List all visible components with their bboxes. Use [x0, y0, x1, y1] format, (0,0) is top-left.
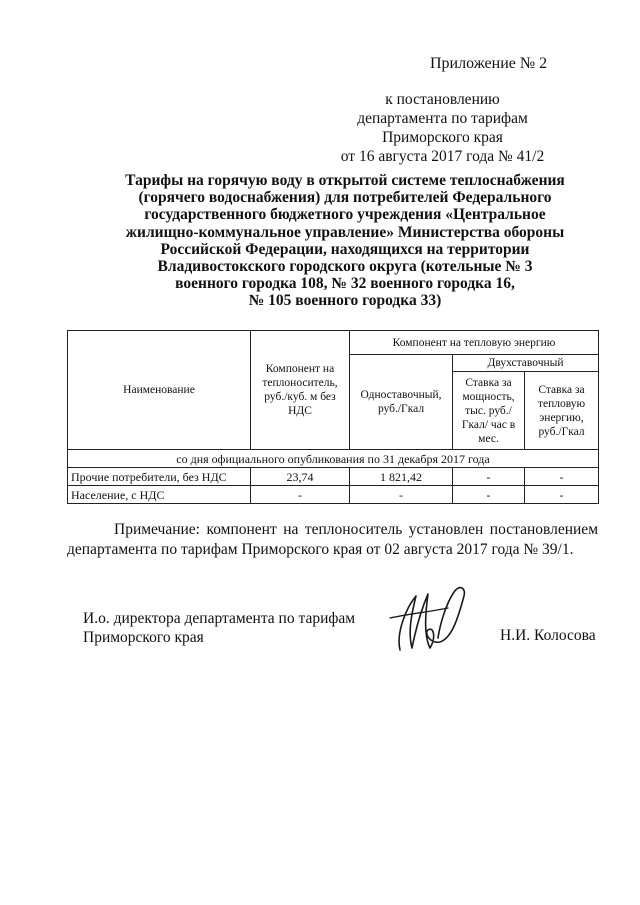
header-energy-rate: Ставка за тепловую энергию, руб./Гкал	[525, 372, 599, 450]
ref-line: департамента по тарифам	[357, 110, 528, 127]
header-carrier-component: Компонент на теплоноситель, руб./куб. м без НДС	[251, 331, 350, 450]
ref-line: Приморского края	[382, 129, 503, 146]
row-energy-rate: -	[525, 468, 599, 486]
document-title	[85, 172, 605, 310]
tariff-table	[67, 330, 599, 504]
title-line: (горячего водоснабжения) для потребителей Федерального	[138, 189, 552, 207]
note-paragraph: Примечание: компонент на теплоноситель установлен постановлением департамента по тарифам Приморского края от 02 августа 2017 года № 39/1.	[67, 521, 598, 558]
header-capacity-rate: Ставка за мощность, тыс. руб./Гкал/ час в мес.	[453, 372, 525, 450]
table-row	[68, 486, 599, 504]
ref-line: от 16 августа 2017 года № 41/2	[340, 148, 545, 165]
title-line: военного городка 108, № 32 военного городка 16,	[175, 275, 515, 293]
row-capacity-rate: -	[453, 468, 525, 486]
signatory-position-line: И.о. директора департамента по тарифам	[83, 610, 356, 627]
header-heat-component: Компонент на тепловую энергию	[350, 331, 599, 355]
handwritten-signature	[378, 578, 478, 658]
title-line: № 105 военного городка 33)	[248, 292, 442, 310]
row-single-rate: -	[350, 486, 453, 504]
signatory-position-line: Приморского края	[83, 629, 204, 646]
row-single-rate: 1 821,42	[350, 468, 453, 486]
title-line: Владивостокского городского округа (котельные № 3	[157, 258, 533, 276]
header-name: Наименование	[68, 331, 251, 450]
title-line: государственного бюджетного учреждения «Центральное	[144, 206, 546, 224]
resolution-reference	[300, 90, 585, 166]
signatory-position	[83, 609, 355, 647]
header-single-rate: Одноставочный, руб./Гкал	[350, 355, 453, 450]
signatory-name: Н.И. Колосова	[500, 627, 596, 644]
header-two-rate: Двухставочный	[453, 355, 599, 372]
row-carrier: -	[251, 486, 350, 504]
title-line: Российской Федерации, находящихся на территории	[160, 240, 530, 258]
title-line: Тарифы на горячую воду в открытой системе теплоснабжения	[125, 172, 565, 189]
period-row: со дня официального опубликования по 31 декабря 2017 года	[68, 450, 599, 468]
row-capacity-rate: -	[453, 486, 525, 504]
title-line: жилищно-коммунальное управление» Министерства обороны	[125, 223, 565, 241]
table-row	[68, 468, 599, 486]
row-name: Прочие потребители, без НДС	[68, 468, 251, 486]
appendix-number: Приложение № 2	[430, 55, 548, 72]
row-name: Население, с НДС	[68, 486, 251, 504]
ref-line: к постановлению	[385, 91, 500, 108]
row-energy-rate: -	[525, 486, 599, 504]
row-carrier: 23,74	[251, 468, 350, 486]
